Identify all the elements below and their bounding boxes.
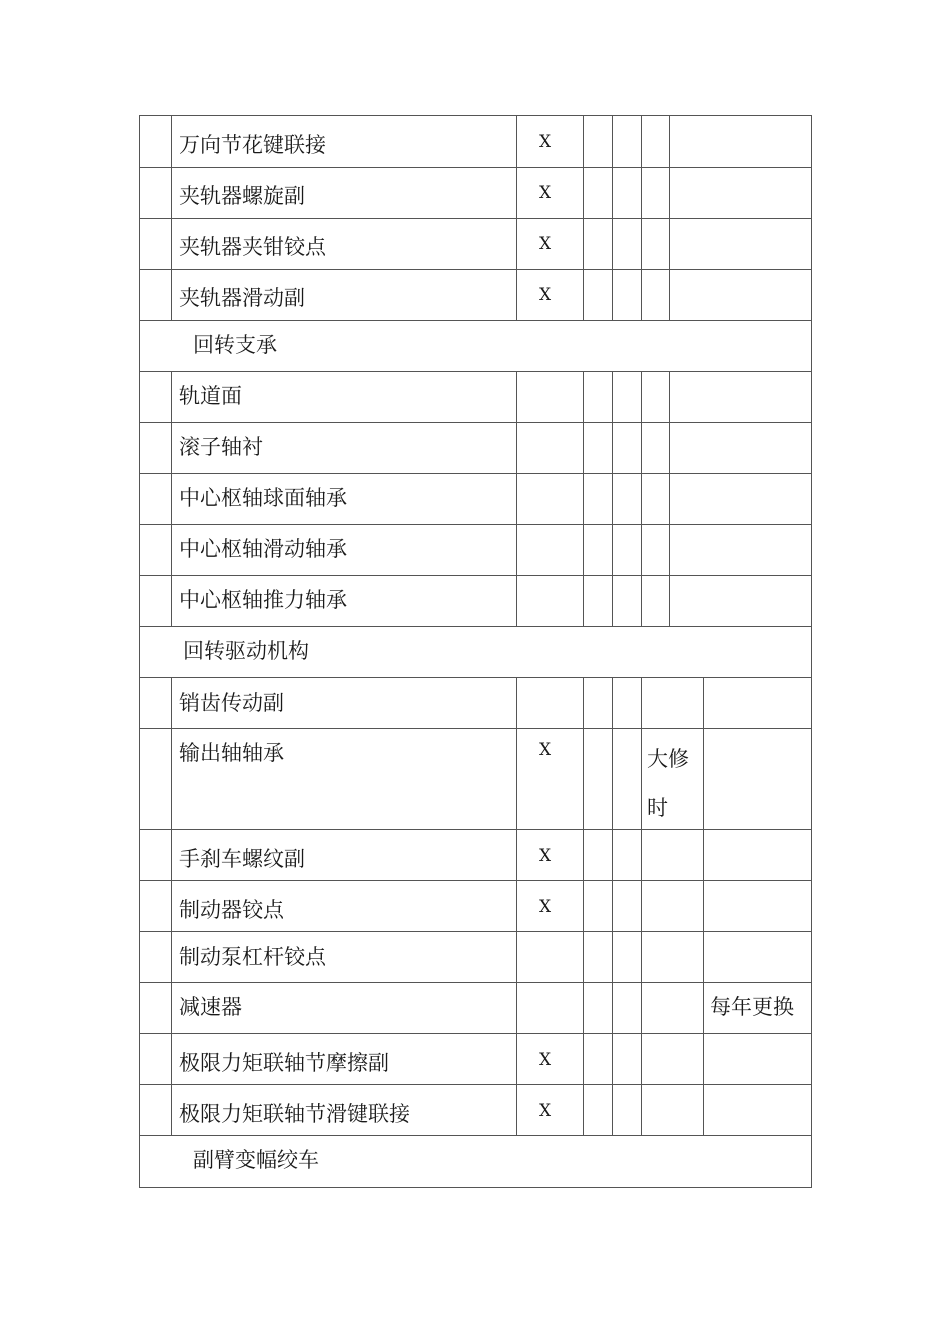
mark-x: X xyxy=(538,1101,552,1121)
note-annual-replace: 每年更换 xyxy=(710,995,794,1019)
mark-x: X xyxy=(538,1050,552,1070)
row-divider xyxy=(139,728,812,729)
col-divider xyxy=(171,115,172,320)
col-divider xyxy=(669,115,670,320)
row-divider xyxy=(139,269,812,270)
item-name: 极限力矩联轴节滑键联接 xyxy=(179,1102,410,1126)
row-divider xyxy=(139,218,812,219)
item-name: 夹轨器滑动副 xyxy=(179,286,305,310)
item-name: 输出轴轴承 xyxy=(179,741,284,765)
row-divider xyxy=(139,1033,812,1034)
item-name: 制动器铰点 xyxy=(179,898,284,922)
mark-x: X xyxy=(538,183,552,203)
col-divider xyxy=(516,115,517,320)
note-overhaul-cont: 时 xyxy=(647,796,668,820)
col-divider xyxy=(641,677,642,1135)
col-divider xyxy=(612,115,613,320)
row-divider xyxy=(139,880,812,881)
row-divider xyxy=(139,575,812,576)
col-divider xyxy=(583,115,584,320)
row-divider xyxy=(139,167,812,168)
item-name: 中心枢轴球面轴承 xyxy=(179,486,347,510)
row-divider xyxy=(139,1135,812,1136)
mark-x: X xyxy=(538,740,552,760)
row-divider xyxy=(139,982,812,983)
col-divider xyxy=(583,677,584,1135)
col-divider xyxy=(612,677,613,1135)
item-name: 夹轨器夹钳铰点 xyxy=(179,235,326,259)
row-divider xyxy=(139,524,812,525)
mark-x: X xyxy=(538,846,552,866)
item-name: 销齿传动副 xyxy=(179,691,284,715)
col-divider xyxy=(641,371,642,626)
row-divider xyxy=(139,422,812,423)
col-divider xyxy=(171,371,172,626)
mark-x: X xyxy=(538,234,552,254)
col-divider xyxy=(516,371,517,626)
item-name: 夹轨器螺旋副 xyxy=(179,184,305,208)
item-name: 极限力矩联轴节摩擦副 xyxy=(179,1051,389,1075)
section-title: 副臂变幅绞车 xyxy=(193,1148,319,1172)
note-overhaul: 大修 xyxy=(647,747,689,771)
col-divider xyxy=(171,677,172,1135)
section-title: 回转支承 xyxy=(193,333,277,357)
mark-x: X xyxy=(538,285,552,305)
col-divider xyxy=(641,115,642,320)
row-divider xyxy=(139,320,812,321)
item-name: 减速器 xyxy=(179,995,242,1019)
item-name: 制动泵杠杆铰点 xyxy=(179,945,326,969)
col-divider xyxy=(583,371,584,626)
row-divider xyxy=(139,626,812,627)
mark-x: X xyxy=(538,132,552,152)
mark-x: X xyxy=(538,897,552,917)
row-divider xyxy=(139,1084,812,1085)
item-name: 中心枢轴推力轴承 xyxy=(179,588,347,612)
col-divider xyxy=(669,371,670,626)
section-title: 回转驱动机构 xyxy=(183,639,309,663)
row-divider xyxy=(139,931,812,932)
col-divider xyxy=(612,371,613,626)
item-name: 中心枢轴滑动轴承 xyxy=(179,537,347,561)
row-divider xyxy=(139,371,812,372)
row-divider xyxy=(139,677,812,678)
row-divider xyxy=(139,473,812,474)
row-divider xyxy=(139,829,812,830)
item-name: 万向节花键联接 xyxy=(179,133,326,157)
col-divider xyxy=(703,677,704,1135)
item-name: 轨道面 xyxy=(179,384,242,408)
col-divider xyxy=(516,677,517,1135)
item-name: 滚子轴衬 xyxy=(179,435,263,459)
item-name: 手刹车螺纹副 xyxy=(179,847,305,871)
